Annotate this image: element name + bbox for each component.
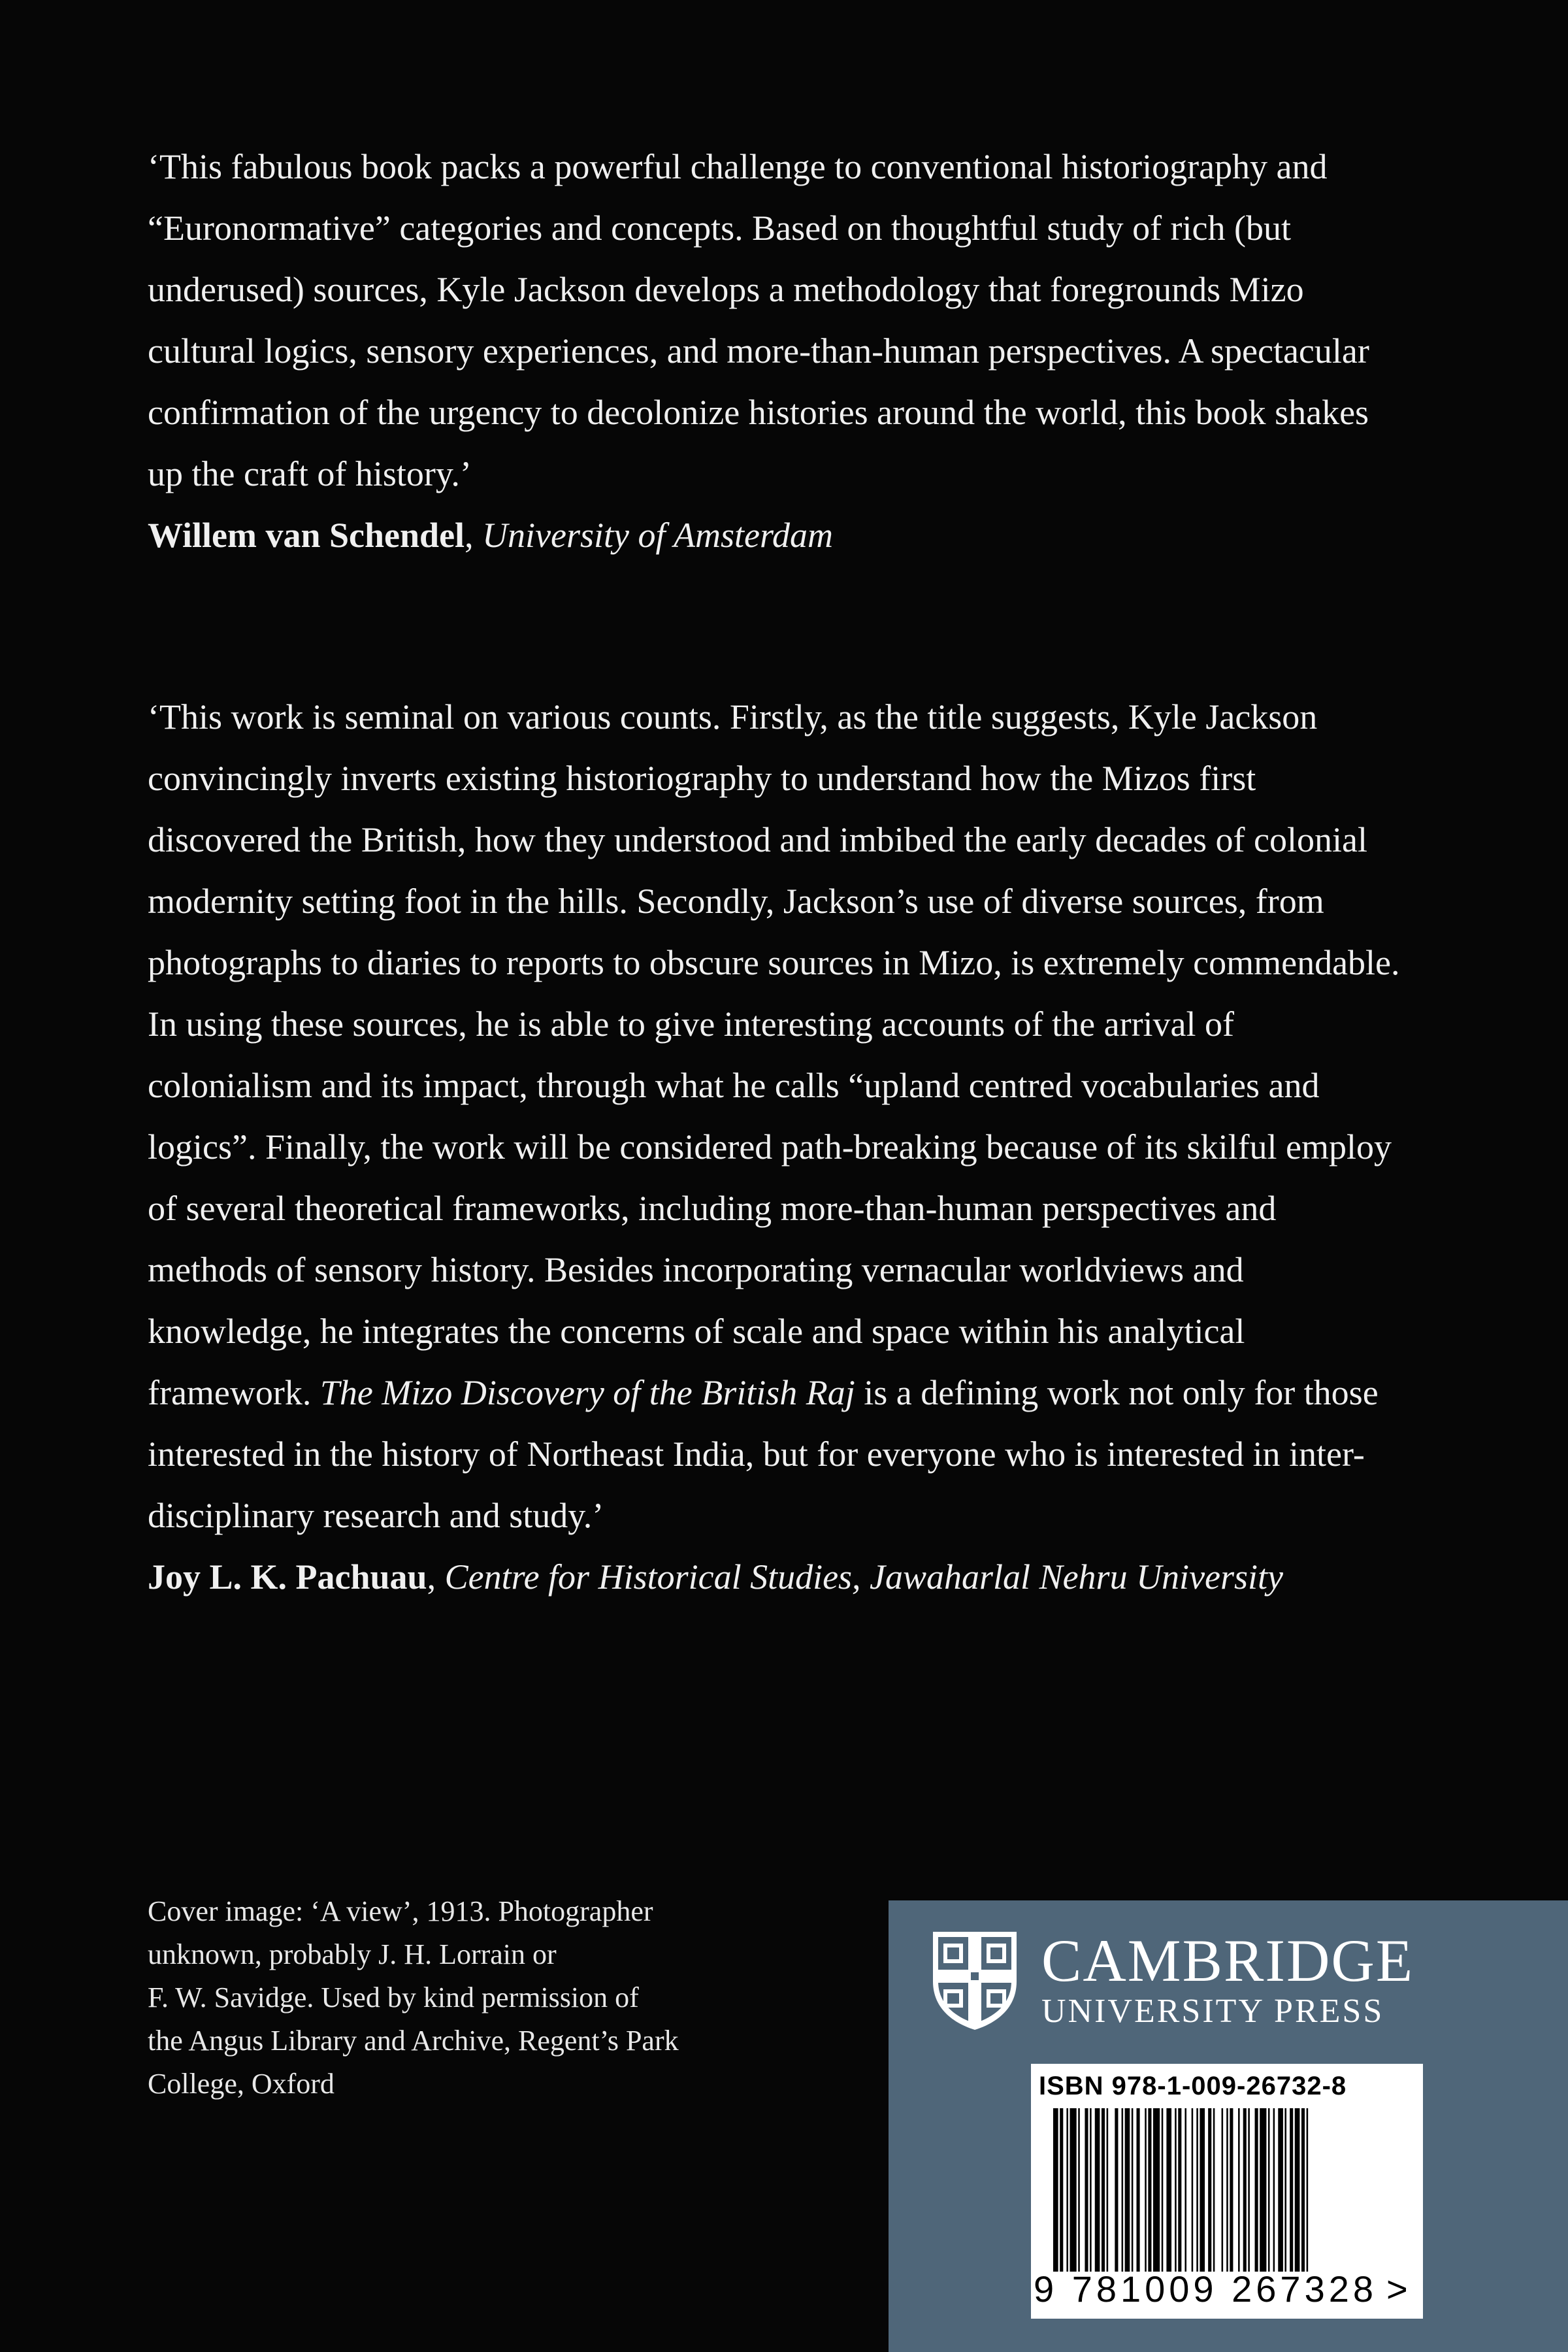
barcode-bar xyxy=(1278,2108,1283,2272)
isbn-barcode xyxy=(1031,2064,1423,2319)
barcode-bar xyxy=(1122,2108,1124,2272)
barcode-bar xyxy=(1162,2108,1164,2272)
barcode-bar xyxy=(1095,2108,1100,2272)
barcode-bar xyxy=(1243,2108,1247,2272)
barcode-bars xyxy=(1051,2108,1377,2272)
barcode-bar xyxy=(1066,2108,1068,2272)
barcode-bar xyxy=(1301,2108,1305,2272)
barcode-bar xyxy=(1166,2108,1171,2272)
barcode-bar xyxy=(1226,2108,1228,2272)
barcode-bar xyxy=(1260,2108,1266,2272)
barcode-bar xyxy=(1255,2108,1258,2272)
barcode-bar xyxy=(1153,2108,1160,2272)
barcode-bar xyxy=(1125,2108,1130,2272)
isbn-label: ISBN 978-1-009-26732-8 xyxy=(1039,2072,1347,2100)
barcode-bar xyxy=(1148,2108,1151,2272)
quote-1-attribution xyxy=(148,505,1402,566)
barcode-digits: 9 781009 267328 xyxy=(1034,2268,1377,2310)
quote-1-separator: , xyxy=(465,516,483,555)
publisher-name-line2: UNIVERSITY PRESS xyxy=(1041,1993,1384,2030)
quote-2-text-before: ‘This work is seminal on various counts. Firstly, as the title suggests, Kyle Jackson convincingly inverts existing historiography to understand how the Mizos first discovered the British, how they understood and imbibed the early decades of colonial modernity setting foot in the hills. Secondly, Jackson’s use of diverse sources, from photographs to diaries to reports to obscure sources in Mizo, is extremely commendable. In using these sources, he is able to give interesting accounts of the arrival of colonialism and its impact, through what he calls “upland centred vocabularies and logics”. Finally, the work will be considered path-breaking because of its skilful employ of several theoretical frameworks, including more-than-human perspectives and methods of sensory history. Besides incorporating vernacular worldviews and knowledge, he integrates the concerns of scale and space within his analytical framework. xyxy=(148,697,1400,1412)
quote-2-author: Joy L. K. Pachuau xyxy=(148,1557,427,1597)
barcode-bar xyxy=(1178,2108,1181,2272)
barcode-bar xyxy=(1290,2108,1293,2272)
credit-line: F. W. Savidge. Used by kind permission of xyxy=(148,1981,639,2013)
barcode-arrow: > xyxy=(1386,2268,1408,2310)
barcode-bar xyxy=(1053,2108,1058,2272)
barcode-bar xyxy=(1078,2108,1080,2272)
barcode-bar xyxy=(1248,2108,1250,2272)
barcode-bar xyxy=(1070,2108,1077,2272)
publisher-name xyxy=(1041,1929,1414,2031)
quote-1-text: ‘This fabulous book packs a powerful challenge to conventional historiography and “Euronormative” categories and concepts. Based on thoughtful study of rich (but underused) sources, Kyle Jackson develops a methodology that foregrounds Mizo cultural logics, sensory experiences, and more-than-human perspectives. A spectacular confirmation of the urgency to decolonize histories around the world, this book shakes up the craft of history.’ xyxy=(148,147,1369,493)
barcode-bar xyxy=(1137,2108,1140,2272)
credit-line: Cover image: ‘A view’, 1913. Photographer xyxy=(148,1895,653,1927)
barcode-bar xyxy=(1208,2108,1211,2272)
barcode-bar xyxy=(1102,2108,1105,2272)
barcode-bar xyxy=(1268,2108,1270,2272)
quote-2-attribution xyxy=(148,1546,1402,1608)
barcode-bar xyxy=(1273,2108,1275,2272)
barcode-bar xyxy=(1196,2108,1198,2272)
credit-line: College, Oxford xyxy=(148,2068,335,2100)
barcode-bar xyxy=(1192,2108,1194,2272)
quote-2-affiliation: Centre for Historical Studies, Jawaharlal Nehru University xyxy=(444,1557,1284,1597)
barcode-bar xyxy=(1090,2108,1092,2272)
barcode-bar xyxy=(1230,2108,1233,2272)
cambridge-shield-icon xyxy=(929,1928,1021,2032)
barcode-bar xyxy=(1200,2108,1205,2272)
quote-2-text xyxy=(148,686,1402,1546)
credit-line: the Angus Library and Archive, Regent’s Park xyxy=(148,2025,679,2057)
barcode-bar xyxy=(1060,2108,1063,2272)
barcode-bar xyxy=(1145,2108,1147,2272)
barcode-bar xyxy=(1085,2108,1088,2272)
barcode-bar xyxy=(1132,2108,1134,2272)
credit-line: unknown, probably J. H. Lorrain or xyxy=(148,1938,557,1970)
quote-2-text-after: is a defining work not only for those interested in the history of Northeast India, but for everyone who is interested in inter-disciplinary research and study.’ xyxy=(148,1373,1379,1535)
quote-1-affiliation: University of Amsterdam xyxy=(482,516,834,555)
publisher-panel xyxy=(889,1900,1568,2352)
barcode-bar xyxy=(1115,2108,1118,2272)
barcode-bar xyxy=(1295,2108,1300,2272)
quote-2-book-title: The Mizo Discovery of the British Raj xyxy=(319,1373,855,1412)
barcode-bar xyxy=(1307,2108,1309,2272)
barcode-bar xyxy=(1213,2108,1215,2272)
endorsement-quote-2 xyxy=(148,686,1402,1608)
quote-1-author: Willem van Schendel xyxy=(148,516,465,555)
barcode-bar xyxy=(1284,2108,1286,2272)
quote-2-separator: , xyxy=(427,1557,445,1597)
endorsement-quote-1 xyxy=(148,136,1402,566)
barcode-bar xyxy=(1175,2108,1177,2272)
publisher-name-line1: CAMBRIDGE xyxy=(1041,1927,1414,1994)
barcode-bar xyxy=(1184,2108,1186,2272)
barcode-bar xyxy=(1107,2108,1109,2272)
publisher-logo xyxy=(929,1928,1414,2032)
barcode-bar xyxy=(1222,2108,1224,2272)
cover-image-credit xyxy=(148,1890,801,2106)
barcode-bar xyxy=(1238,2108,1240,2272)
